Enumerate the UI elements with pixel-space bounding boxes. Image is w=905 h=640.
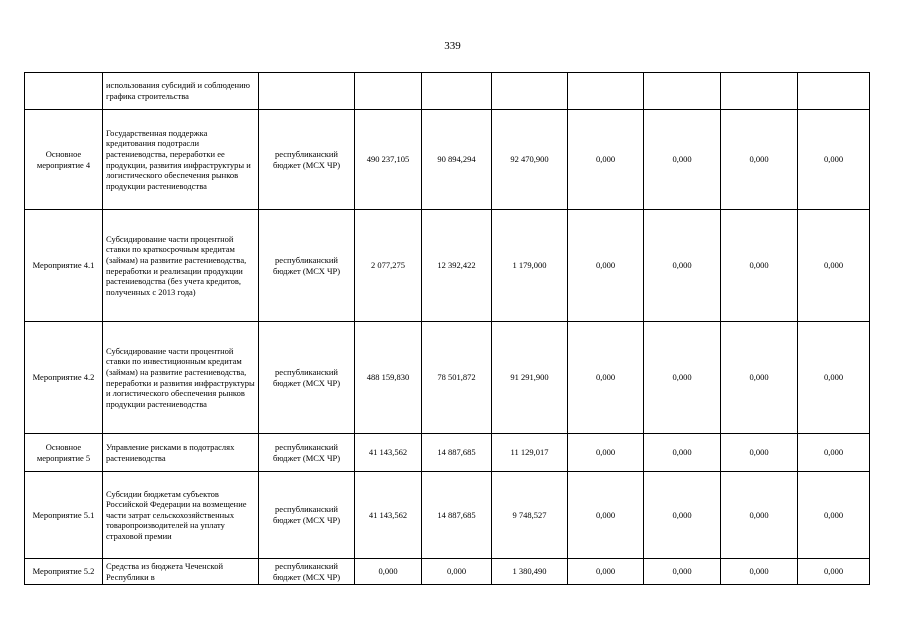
value-cell [798,73,870,110]
value-cell: 91 291,900 [492,322,568,434]
table-row [25,322,870,434]
table-row [25,73,870,110]
name-cell: Субсидирование части процентной ставки по инвестиционным кредитам (займам) на развитие растениеводства, переработки и развития инфраструктуры и логистического обеспечения рынков продукции растениеводства [103,322,259,434]
value-cell: 0,000 [798,110,870,210]
value-cell [355,73,422,110]
source-cell: республиканский бюджет (МСХ ЧР) [259,322,355,434]
table-row [25,434,870,472]
table-row [25,110,870,210]
source-cell [259,73,355,110]
source-cell: республиканский бюджет (МСХ ЧР) [259,210,355,322]
name-cell: Государственная поддержка кредитования подотрасли растениеводства, переработки ее продукции, развития инфраструктуры и логистического обеспечения рынков продукции растениеводства [103,110,259,210]
status-cell: Мероприятие 4.2 [25,322,103,434]
value-cell: 0,000 [568,210,644,322]
value-cell: 41 143,562 [355,472,422,559]
table-row [25,210,870,322]
value-cell: 0,000 [644,472,721,559]
status-cell: Основное мероприятие 4 [25,110,103,210]
value-cell: 490 237,105 [355,110,422,210]
value-cell: 0,000 [798,472,870,559]
status-cell: Мероприятие 5.1 [25,472,103,559]
value-cell: 92 470,900 [492,110,568,210]
value-cell: 0,000 [568,322,644,434]
value-cell: 1 380,490 [492,559,568,585]
page-number: 339 [444,40,461,52]
value-cell [492,73,568,110]
value-cell: 0,000 [798,434,870,472]
value-cell: 0,000 [798,559,870,585]
value-cell: 0,000 [568,472,644,559]
table-row [25,559,870,585]
name-cell: использования субсидий и соблюдению графика строительства [103,73,259,110]
value-cell [568,73,644,110]
value-cell: 0,000 [721,110,798,210]
value-cell: 0,000 [721,210,798,322]
value-cell: 0,000 [644,210,721,322]
value-cell: 2 077,275 [355,210,422,322]
name-cell: Средства из бюджета Чеченской Республики в [103,559,259,585]
status-cell: Мероприятие 4.1 [25,210,103,322]
value-cell: 78 501,872 [422,322,492,434]
value-cell: 11 129,017 [492,434,568,472]
value-cell: 0,000 [422,559,492,585]
value-cell: 0,000 [644,559,721,585]
value-cell: 0,000 [644,434,721,472]
value-cell: 0,000 [568,110,644,210]
value-cell: 0,000 [721,559,798,585]
name-cell: Субсидии бюджетам субъектов Российской Федерации на возмещение части затрат сельскохозяйственных товаропроизводителей на уплату страховой премии [103,472,259,559]
value-cell: 0,000 [798,210,870,322]
source-cell: республиканский бюджет (МСХ ЧР) [259,110,355,210]
value-cell: 0,000 [644,110,721,210]
value-cell: 0,000 [644,322,721,434]
name-cell: Управление рисками в подотраслях растениеводства [103,434,259,472]
value-cell [644,73,721,110]
value-cell: 14 887,685 [422,434,492,472]
value-cell: 0,000 [721,434,798,472]
status-cell [25,73,103,110]
status-cell: Мероприятие 5.2 [25,559,103,585]
status-cell: Основное мероприятие 5 [25,434,103,472]
value-cell: 0,000 [721,322,798,434]
table-row [25,472,870,559]
value-cell: 12 392,422 [422,210,492,322]
value-cell: 0,000 [798,322,870,434]
value-cell: 9 748,527 [492,472,568,559]
value-cell [721,73,798,110]
source-cell: республиканский бюджет (МСХ ЧР) [259,434,355,472]
source-cell: республиканский бюджет (МСХ ЧР) [259,559,355,585]
budget-table [24,72,870,585]
value-cell: 488 159,830 [355,322,422,434]
value-cell: 0,000 [568,559,644,585]
source-cell: республиканский бюджет (МСХ ЧР) [259,472,355,559]
value-cell [422,73,492,110]
value-cell: 0,000 [568,434,644,472]
name-cell: Субсидирование части процентной ставки по краткосрочным кредитам (займам) на развитие растениеводства, переработки и реализации продукции растениеводства (без учета кредитов, полученных с 2013 года) [103,210,259,322]
value-cell: 0,000 [355,559,422,585]
value-cell: 90 894,294 [422,110,492,210]
value-cell: 0,000 [721,472,798,559]
value-cell: 14 887,685 [422,472,492,559]
value-cell: 41 143,562 [355,434,422,472]
value-cell: 1 179,000 [492,210,568,322]
